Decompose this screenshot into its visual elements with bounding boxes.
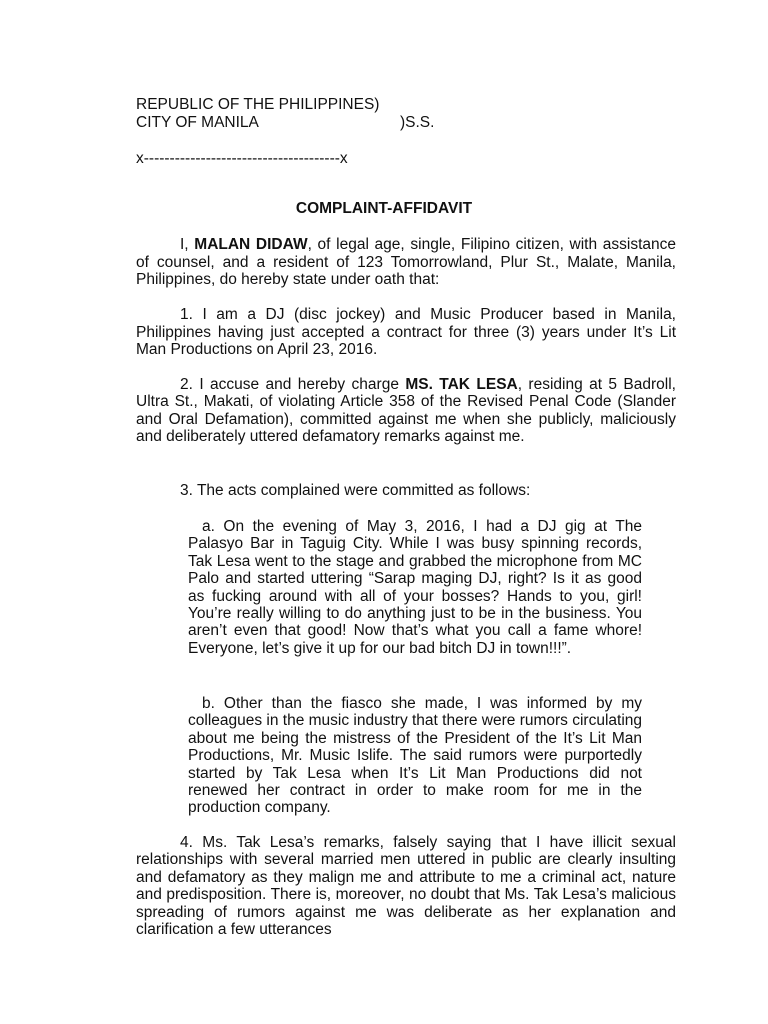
intro-post: , of legal age, single, Filipino citizen, with assistance of counsel, and a resident of 123 Tomorrowland, Plur St., Malate, Manila, Philippines, do hereby state under oath that: (136, 236, 676, 289)
header-ss: )S.S. (400, 114, 435, 131)
paragraph-1: 1. I am a DJ (disc jockey) and Music Producer based in Manila, Philippines having just accepted a contract for three (3) years under It’s Lit Man Productions on April 23, 2016. (136, 306, 676, 359)
affiant-name: MALAN DIDAW (194, 236, 308, 253)
paragraph-3a: a. On the evening of May 3, 2016, I had a DJ gig at The Palasyo Bar in Taguig City. While I was busy spinning records, Tak Lesa went to the stage and grabbed the microphone from MC Palo and started uttering “Sarap maging DJ, right? Is it as good as fucking around with all of your bosses? Hands to you, girl! You’re really willing to do anything just to be in the business. You aren’t even that good! Now that’s what you call a fame whore! Everyone, let’s give it up for our bad bitch DJ in town!!!”. (188, 518, 642, 657)
header-separator: x--------------------------------------x (136, 150, 348, 167)
respondent-name: MS. TAK LESA (405, 376, 518, 393)
paragraph-4: 4. Ms. Tak Lesa’s remarks, falsely saying that I have illicit sexual relationships with several married men uttered in public are clearly insulting and defamatory as they malign me and attribute to me a criminal act, nature and predisposition. There is, moreover, no doubt that Ms. Tak Lesa’s malicious spreading of rumors against me was deliberate as her explanation and clarification a few utterances (136, 834, 676, 939)
header-city: CITY OF MANILA (136, 114, 259, 131)
paragraph-3b: b. Other than the fiasco she made, I was informed by my colleagues in the music industry that there were rumors circulating about me being the mistress of the President of the It’s Lit Man Productions, Mr. Music Islife. The said rumors were purportedly started by Tak Lesa when It’s Lit Man Productions did not renewed her contract in order to make room for me in the production company. (188, 695, 643, 817)
intro-pre: I, (180, 236, 195, 253)
header-republic: REPUBLIC OF THE PHILIPPINES) (136, 96, 380, 113)
paragraph-3: 3. The acts complained were committed as follows: (180, 482, 531, 499)
p2-pre: 2. I accuse and hereby charge (180, 376, 406, 393)
p2-post: , residing at 5 Badroll, Ultra St., Makati, of violating Article 358 of the Revised Penal Code (Slander and Oral Defamation), committed against me when she publicly, maliciously and deliberately uttered defamatory remarks against me. (136, 376, 676, 446)
paragraph-2 (136, 376, 676, 446)
document-title: COMPLAINT-AFFIDAVIT (295, 200, 473, 217)
intro-paragraph (136, 236, 676, 289)
